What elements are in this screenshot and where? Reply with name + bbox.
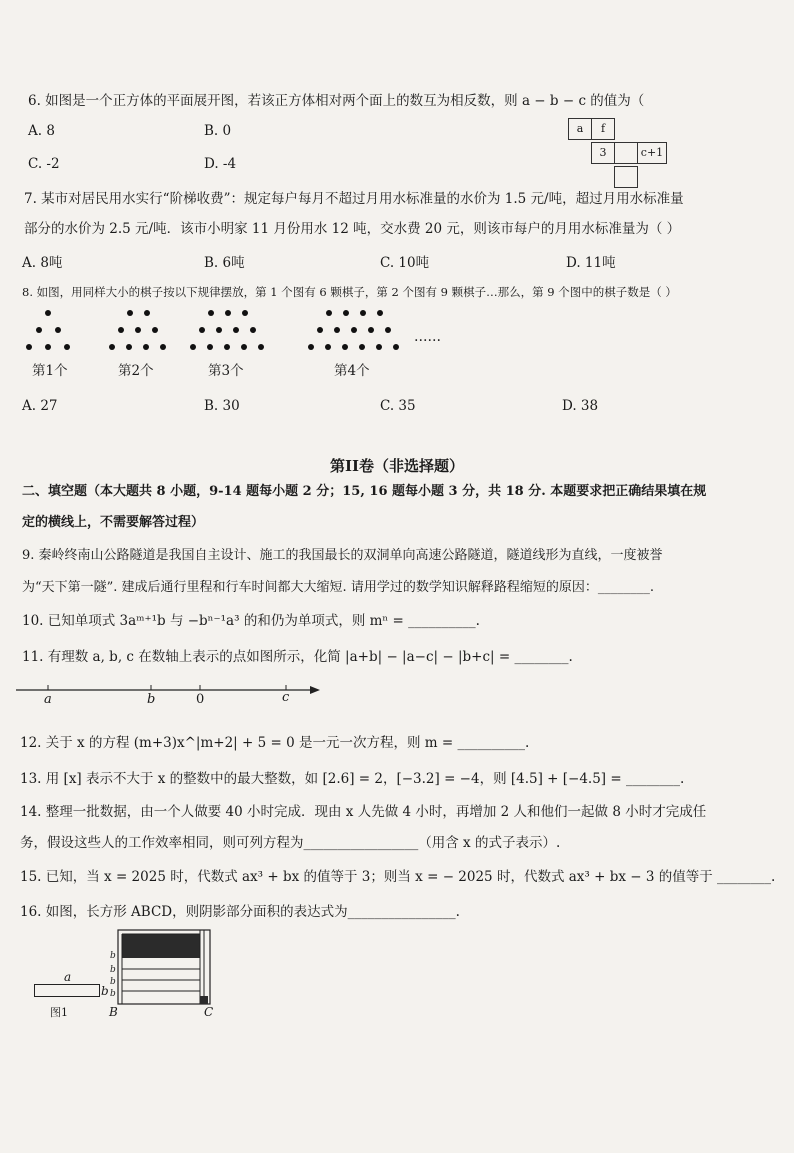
net-cell-a: a: [568, 118, 592, 140]
q6-stem: 6. 如图是一个正方体的平面展开图，若该正方体相对两个面上的数互为相反数，则 a − b − c 的值为（: [28, 93, 645, 109]
caption-fig4: 第4个: [334, 363, 370, 379]
caption-fig2: 第2个: [118, 363, 154, 379]
number-line: [14, 680, 324, 710]
q16-stem: 16. 如图，长方形 ABCD，则阴影部分面积的表达式为________________.: [20, 904, 460, 920]
q14-line2: 务，假设这些人的工作效率相同，则可列方程为_________________（用含 x 的式子表示）.: [20, 835, 561, 851]
corner-label-c: C: [204, 1005, 214, 1019]
strip-label-b: b: [101, 984, 109, 998]
svg-text:b: b: [110, 965, 116, 975]
q12-text: 12. 关于 x 的方程 (m+3)x^|m+2| + 5 = 0 是一元一次方程，则 m = __________.: [20, 735, 530, 751]
part2-title: 第II卷（非选择题）: [329, 457, 465, 475]
axis-label-c: c: [282, 690, 290, 705]
net-cell-f: f: [591, 118, 615, 140]
q8-stem: 8. 如图，用同样大小的棋子按以下规律摆放，第 1 个图有 6 颗棋子，第 2 个图有 9 颗棋子…那么，第 9 个图中的棋子数是（ ）: [22, 285, 677, 299]
strip-label-a: a: [64, 970, 72, 984]
q7-line2: 部分的水价为 2.5 元/吨．该市小明家 11 月份用水 12 吨，交水费 20 元，则该市每户的月用水标准量为（ ）: [24, 221, 681, 237]
q11-stem: 11. 有理数 a, b, c 在数轴上表示的点如图所示，化简 |a+b| − |a−c| − |b+c| = ________.: [22, 649, 573, 665]
caption-fig1: 第1个: [32, 363, 68, 379]
q8-option-a: A. 27: [22, 398, 58, 414]
q7-option-d: D. 11吨: [566, 255, 616, 271]
q14-line1: 14. 整理一批数据，由一个人做要 40 小时完成．现由 x 人先做 4 小时，再增加 2 人和他们一起做 8 小时才完成任: [20, 804, 707, 820]
svg-text:b: b: [110, 989, 116, 999]
q7-option-a: A. 8吨: [22, 255, 63, 271]
q15-text: 15. 已知，当 x = 2025 时，代数式 ax³ + bx 的值等于 3；则当 x = − 2025 时，代数式 ax³ + bx − 3 的值等于 ________.: [20, 869, 776, 885]
rectangle-abcd-diagram: [108, 926, 214, 1008]
pattern-ellipsis: ……: [414, 329, 441, 345]
figure-caption: 图1: [50, 1006, 68, 1019]
q8-option-c: C. 35: [380, 398, 416, 414]
net-cell-c1: c+1: [637, 142, 667, 164]
q13-text: 13. 用 [x] 表示不大于 x 的整数中的最大整数，如 [2.6] = 2，[−3.2] = −4，则 [4.5] + [−4.5] = ________.: [20, 771, 685, 787]
strip-rect: [34, 984, 100, 997]
q9-line1: 9. 秦岭终南山公路隧道是我国自主设计、施工的我国最长的双洞单向高速公路隧道，隧道线形为直线，一度被誉: [22, 548, 663, 563]
net-cell-3: 3: [591, 142, 615, 164]
q7-option-c: C. 10吨: [380, 255, 430, 271]
q8-option-b: B. 30: [204, 398, 240, 414]
q8-option-d: D. 38: [562, 398, 599, 414]
q9-line2: 为“天下第一隧”. 建成后通行里程和行车时间都大大缩短. 请用学过的数学知识解释路程缩短的原因：________.: [22, 580, 654, 595]
q6-option-c: C. -2: [28, 156, 60, 172]
q6-option-d: D. -4: [204, 156, 237, 172]
q7-line1: 7. 某市对居民用水实行“阶梯收费”：规定每户每月不超过月用水标准量的水价为 1.5 元/吨，超过月用水标准量: [24, 191, 684, 207]
caption-fig3: 第3个: [208, 363, 244, 379]
q6-option-a: A. 8: [28, 123, 55, 139]
axis-label-zero: 0: [196, 692, 205, 707]
q6-option-b: B. 0: [204, 123, 232, 139]
axis-label-b: b: [147, 692, 156, 707]
q7-option-b: B. 6吨: [204, 255, 245, 271]
net-cell-bottom: [614, 166, 638, 188]
axis-label-a: a: [44, 692, 52, 707]
net-cell-empty: [614, 142, 638, 164]
q10-text: 10. 已知单项式 3aᵐ⁺¹b 与 −bⁿ⁻¹a³ 的和仍为单项式，则 mⁿ = __________.: [22, 613, 480, 629]
svg-text:b: b: [110, 951, 116, 961]
svg-text:b: b: [110, 977, 116, 987]
corner-label-b: B: [109, 1005, 118, 1019]
part2-heading-line2: 定的横线上，不需要解答过程）: [22, 515, 205, 530]
part2-heading-line1: 二、填空题（本大题共 8 小题，9-14 题每小题 2 分；15, 16 题每小题 3 分，共 18 分. 本题要求把正确结果填在规: [22, 484, 707, 499]
